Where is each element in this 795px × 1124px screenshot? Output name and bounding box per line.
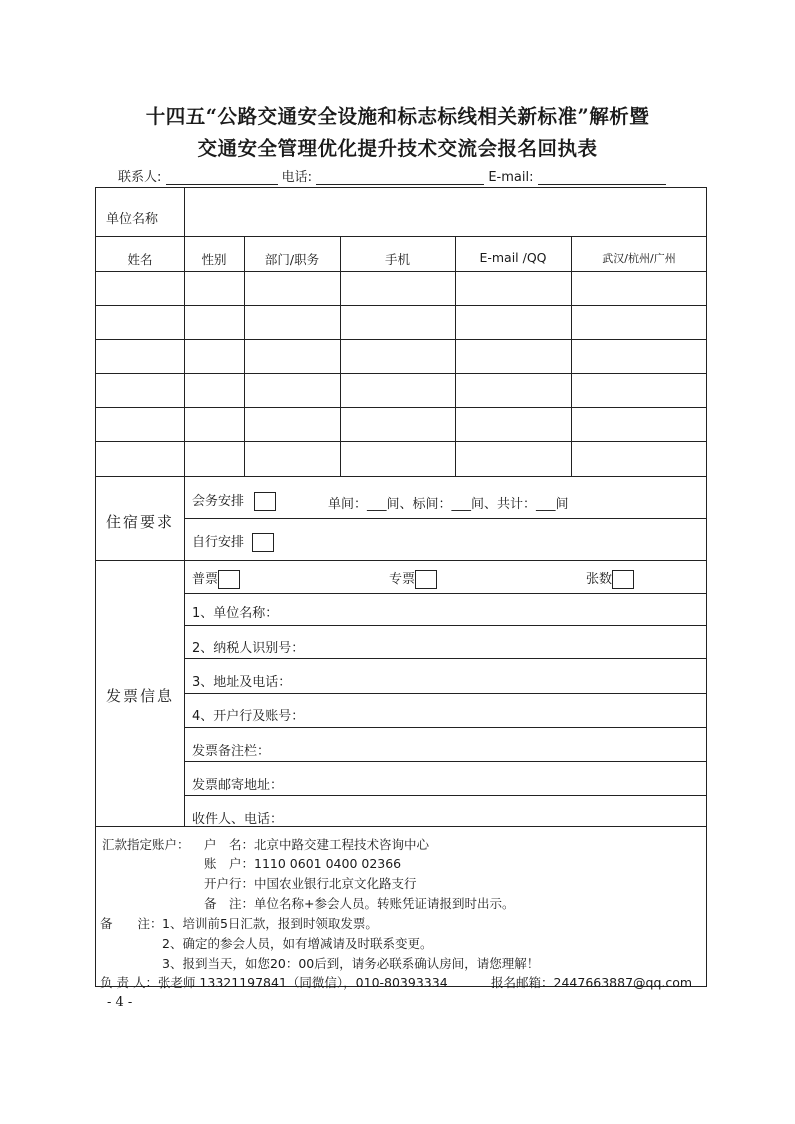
- invoice-count-option: [586, 568, 634, 589]
- table-row[interactable]: [96, 441, 707, 476]
- bank-row: [204, 874, 417, 892]
- invoice-remark-field[interactable]: 发票备注栏：: [192, 744, 271, 759]
- table-row[interactable]: [96, 271, 707, 305]
- document-title-line2: 交通安全管理优化提升技术交流会报名回执表: [197, 137, 598, 160]
- account-name-value: 北京中路交建工程技术咨询中心: [254, 837, 430, 852]
- document-title-line1: 十四五“公路交通安全设施和标志标线相关新标准”解析暨: [145, 105, 650, 128]
- header-gender: 性别: [201, 252, 227, 267]
- phone-label: 电话:: [281, 170, 313, 185]
- invoice-count-label: 张数: [586, 572, 613, 587]
- self-arranged-checkbox[interactable]: [252, 533, 274, 552]
- arranged-label: 会务安排: [192, 494, 245, 509]
- payment-remark-value: 单位名称+参会人员。转账凭证请报到时出示。: [254, 896, 515, 911]
- address-phone-field[interactable]: 3、地址及电话：: [192, 675, 292, 690]
- account-name-row: [204, 835, 429, 853]
- registration-form-table: [95, 187, 707, 990]
- plain-invoice-option: [192, 568, 240, 589]
- recipient-phone-field[interactable]: 收件人、电话：: [192, 812, 284, 827]
- contact-line: [118, 166, 666, 185]
- self-arranged-label: 自行安排: [192, 535, 245, 550]
- header-city: 武汉/杭州/广州: [602, 252, 676, 265]
- header-name: 姓名: [127, 252, 153, 267]
- payment-remark-label: 备 注：: [204, 896, 255, 911]
- invoice-unit-name-field[interactable]: 1、单位名称：: [192, 606, 279, 621]
- responsible-value: 张老师 13321197841（同微信），010-80393334: [157, 975, 448, 990]
- header-email-qq: E-mail /QQ: [479, 250, 547, 265]
- arranged-option: [192, 490, 276, 511]
- taxpayer-id-field[interactable]: 2、纳税人识别号：: [192, 641, 305, 656]
- page-number: - 4 -: [107, 995, 133, 1010]
- accommodation-label: 住宿要求: [106, 513, 175, 531]
- special-invoice-checkbox[interactable]: [415, 570, 437, 589]
- note-item: 3、报到当天，如您20：00后到，请务必联系确认房间，请您理解！: [162, 956, 540, 971]
- table-row[interactable]: [96, 305, 707, 339]
- special-invoice-label: 专票: [389, 572, 416, 587]
- self-arranged-option: [192, 531, 274, 552]
- responsible-label: 负 责 人：: [100, 975, 158, 990]
- invoice-count-box[interactable]: [612, 570, 634, 589]
- email-label: E-mail:: [488, 170, 534, 185]
- bank-label: 开户行：: [204, 876, 255, 891]
- signup-email-label: 报名邮箱：: [491, 975, 554, 990]
- table-row[interactable]: [96, 407, 707, 441]
- note-item: 2、确定的参会人员，如有增减请及时联系变更。: [162, 936, 433, 951]
- header-department: 部门/职务: [264, 252, 320, 267]
- signup-email-row: [491, 973, 692, 991]
- room-count-text: 单间：___间、标间：___间、共计：___间: [328, 497, 569, 512]
- plain-invoice-label: 普票: [192, 572, 219, 587]
- contact-person-field[interactable]: [166, 170, 278, 185]
- notes-label: 备 注：: [100, 916, 163, 931]
- note-item: 1、培训前5日汇款，报到时领取发票。: [162, 916, 378, 931]
- contact-person-label: 联系人:: [118, 170, 162, 185]
- phone-field[interactable]: [316, 170, 484, 185]
- header-mobile: 手机: [384, 252, 410, 267]
- invoice-info-label: 发票信息: [106, 687, 175, 705]
- account-number-label: 账 户：: [204, 856, 255, 871]
- payment-account-label: 汇款指定账户：: [102, 837, 190, 852]
- payment-remark-row: [204, 894, 515, 912]
- table-row[interactable]: [96, 339, 707, 373]
- account-number-value: 1110 0601 0400 02366: [254, 856, 402, 871]
- signup-email-value[interactable]: 2447663887@qq.com: [553, 975, 693, 990]
- special-invoice-option: [389, 568, 437, 589]
- bank-value: 中国农业银行北京文化路支行: [254, 876, 417, 891]
- plain-invoice-checkbox[interactable]: [218, 570, 240, 589]
- account-number-row: [204, 854, 401, 872]
- responsible-row: [100, 973, 448, 991]
- unit-name-label: 单位名称: [106, 212, 159, 227]
- email-field[interactable]: [538, 170, 666, 185]
- bank-account-field[interactable]: 4、开户行及账号：: [192, 709, 305, 724]
- arranged-checkbox[interactable]: [254, 492, 276, 511]
- table-row[interactable]: [96, 373, 707, 407]
- mailing-address-field[interactable]: 发票邮寄地址：: [192, 778, 284, 793]
- account-name-label: 户 名：: [204, 837, 255, 852]
